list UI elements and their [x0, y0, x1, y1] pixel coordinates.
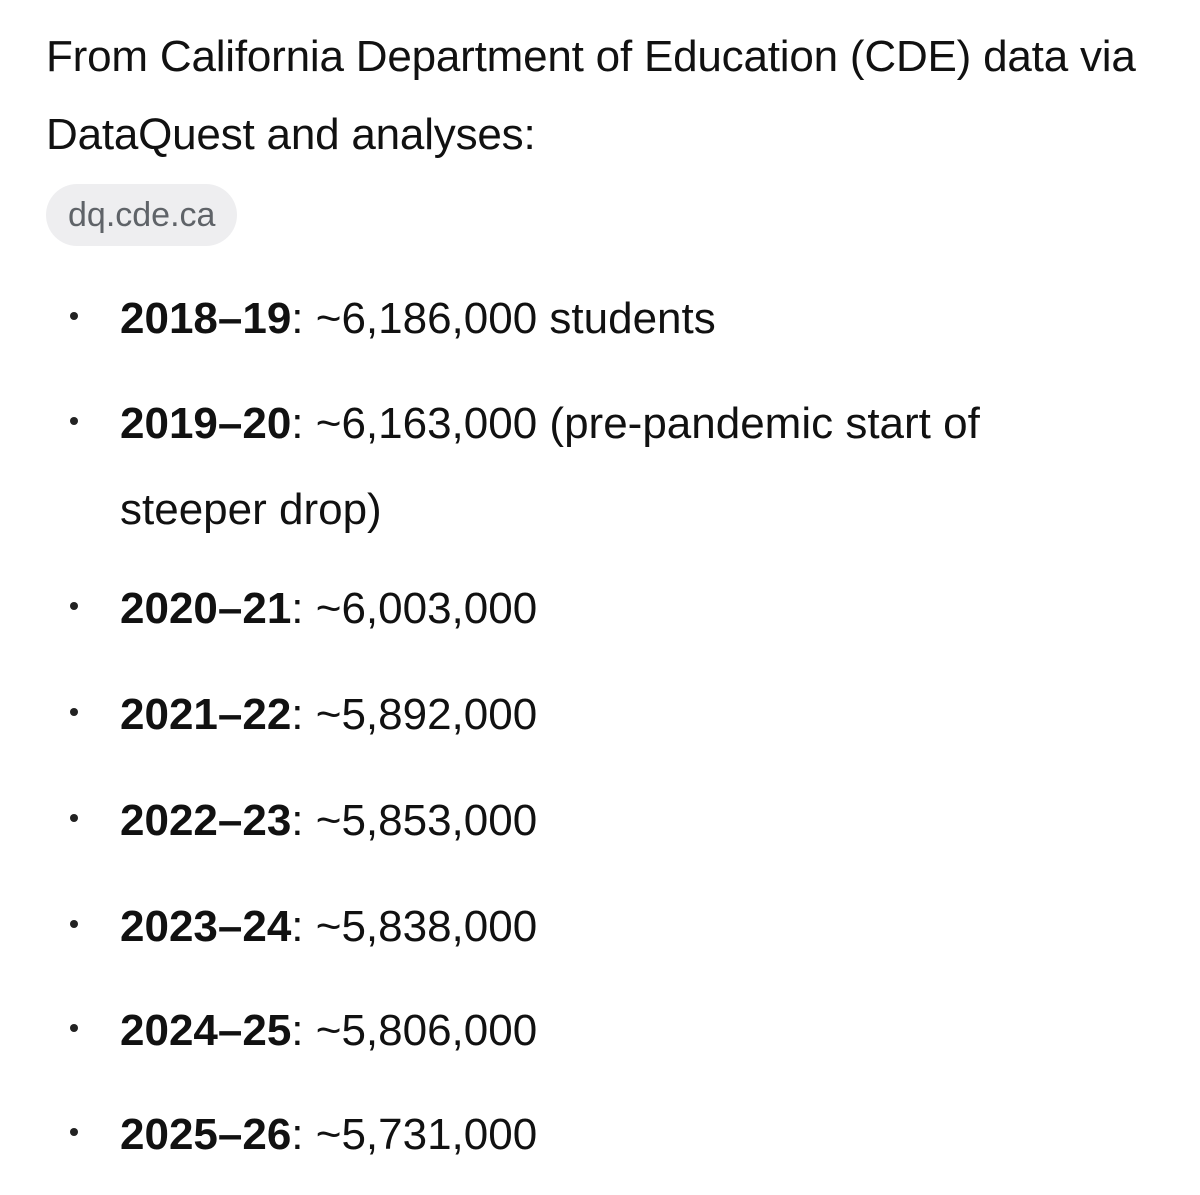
separator: : [291, 690, 304, 739]
separator: : [291, 796, 304, 845]
list-item-text [120, 566, 1120, 652]
list-item-text [120, 381, 1120, 553]
school-year: 2024–25 [120, 1006, 292, 1055]
separator: : [291, 1006, 304, 1055]
enrollment-value: ~5,892,000 [303, 690, 538, 739]
school-year: 2019–20 [120, 399, 292, 448]
bullet-icon [70, 708, 78, 716]
list-item-text [120, 884, 1120, 970]
enrollment-value: ~6,003,000 [303, 584, 538, 633]
intro-paragraph: From California Department of Education (CDE) data via DataQuest and analyses: [46, 32, 1136, 159]
enrollment-value: ~5,731,000 [303, 1110, 538, 1159]
school-year: 2021–22 [120, 690, 292, 739]
separator: : [291, 399, 304, 448]
bullet-icon [70, 1024, 78, 1032]
bullet-icon [70, 312, 78, 320]
enrollment-value: ~6,163,000 (pre-pandemic start of steeper drop) [120, 399, 980, 534]
separator: : [291, 1110, 304, 1159]
school-year: 2018–19 [120, 294, 292, 343]
bullet-icon [70, 814, 78, 822]
separator: : [291, 584, 304, 633]
separator: : [291, 902, 304, 951]
list-item-text [120, 778, 1120, 864]
school-year: 2022–23 [120, 796, 292, 845]
bullet-icon [70, 920, 78, 928]
bullet-icon [70, 417, 78, 425]
list-item-text [120, 1092, 1120, 1178]
list-item-text [120, 672, 1120, 758]
enrollment-value: ~5,838,000 [303, 902, 538, 951]
enrollment-value: ~6,186,000 students [303, 294, 716, 343]
enrollment-value: ~5,853,000 [303, 796, 538, 845]
bullet-icon [70, 1128, 78, 1136]
school-year: 2020–21 [120, 584, 292, 633]
school-year: 2023–24 [120, 902, 292, 951]
list-item-text [120, 988, 1120, 1074]
school-year: 2025–26 [120, 1110, 292, 1159]
source-link-chip[interactable]: dq.cde.ca [46, 184, 237, 246]
separator: : [291, 294, 304, 343]
bullet-icon [70, 602, 78, 610]
list-item-text [120, 276, 1120, 362]
enrollment-value: ~5,806,000 [303, 1006, 538, 1055]
